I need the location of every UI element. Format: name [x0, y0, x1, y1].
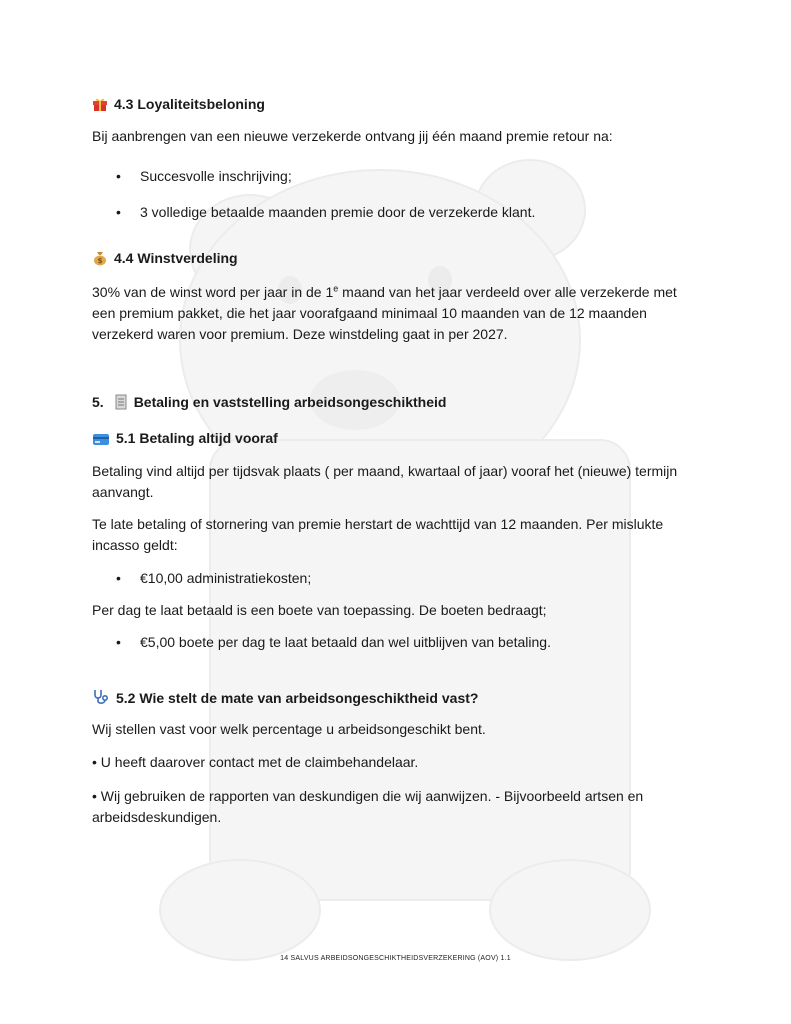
section-5-1-bullet-2: €5,00 boete per dag te laat betaald dan wel uitblijven van betaling. [140, 634, 551, 650]
gift-icon [92, 96, 108, 112]
section-4-4-title: 4.4 Winstverdeling [114, 250, 238, 266]
section-5-2-para-3: • Wij gebruiken de rapporten van deskundigen die wij aanwijzen. - Bijvoorbeeld artsen en arbeidsdeskundigen. [92, 788, 644, 825]
section-5-1-bullet-1: €10,00 administratiekosten; [140, 570, 312, 586]
svg-text:$: $ [97, 257, 103, 265]
section-5-1-para-3: Per dag te laat betaald is een boete van toepassing. De boeten bedraagt; [92, 602, 547, 618]
bullet-icon: • [116, 204, 121, 220]
section-5-2-para-2: • U heeft daarover contact met de claimbehandelaar. [92, 754, 419, 770]
credit-card-icon [92, 432, 110, 446]
page-footer: 14 SALVUS ARBEIDSONGESCHIKTHEIDSVERZEKERING (AOV) 1.1 [280, 955, 511, 962]
section-4-3-bullet-1: Succesvolle inschrijving; [140, 168, 292, 184]
document-icon [114, 394, 128, 410]
section-5-2-title: 5.2 Wie stelt de mate van arbeidsongeschiktheid vast? [116, 690, 479, 706]
section-4-3-title: 4.3 Loyaliteitsbeloning [114, 96, 265, 112]
section-5-title: Betaling en vaststelling arbeidsongeschiktheid [133, 394, 447, 410]
stethoscope-icon [92, 688, 110, 706]
money-bag-icon [92, 250, 108, 266]
section-4-4-heading [92, 248, 712, 269]
section-5-1-para-2: Te late betaling of stornering van premie herstart de wachttijd van 12 maanden. Per mislukte incasso geldt: [92, 516, 664, 553]
section-4-4-line-2: een premium pakket, die het jaar voorafgaand minimaal 10 maanden van de 12 maanden [92, 305, 647, 321]
section-4-3-heading [92, 94, 712, 115]
section-5-2-para-1: Wij stellen vast voor welk percentage u arbeidsongeschikt bent. [92, 721, 486, 737]
section-5-heading [92, 392, 712, 413]
bullet-icon: • [116, 634, 121, 650]
section-4-3-bullet-2: 3 volledige betaalde maanden premie door de verzekerde klant. [140, 204, 536, 220]
section-4-4-line-1: 30% van de winst word per jaar in de 1e maand van het jaar verdeeld over alle verzekerde met [92, 283, 677, 300]
section-5-1-para-1: Betaling vind altijd per tijdsvak plaats ( per maand, kwartaal of jaar) vooraf het (nieuwe) termijn aanvangt. [92, 463, 678, 500]
section-5-1-title: 5.1 Betaling altijd vooraf [116, 430, 278, 446]
bullet-icon: • [116, 168, 121, 184]
bullet-icon: • [116, 570, 121, 586]
section-5-number: 5. [92, 394, 104, 410]
section-4-4-line-3: verzekerd waren voor premium. Deze winstdeling gaat in per 2027. [92, 326, 508, 342]
section-5-2-heading [92, 688, 712, 709]
section-4-3-intro: Bij aanbrengen van een nieuwe verzekerde ontvang jij één maand premie retour na: [92, 128, 613, 144]
section-5-1-heading [92, 428, 712, 449]
